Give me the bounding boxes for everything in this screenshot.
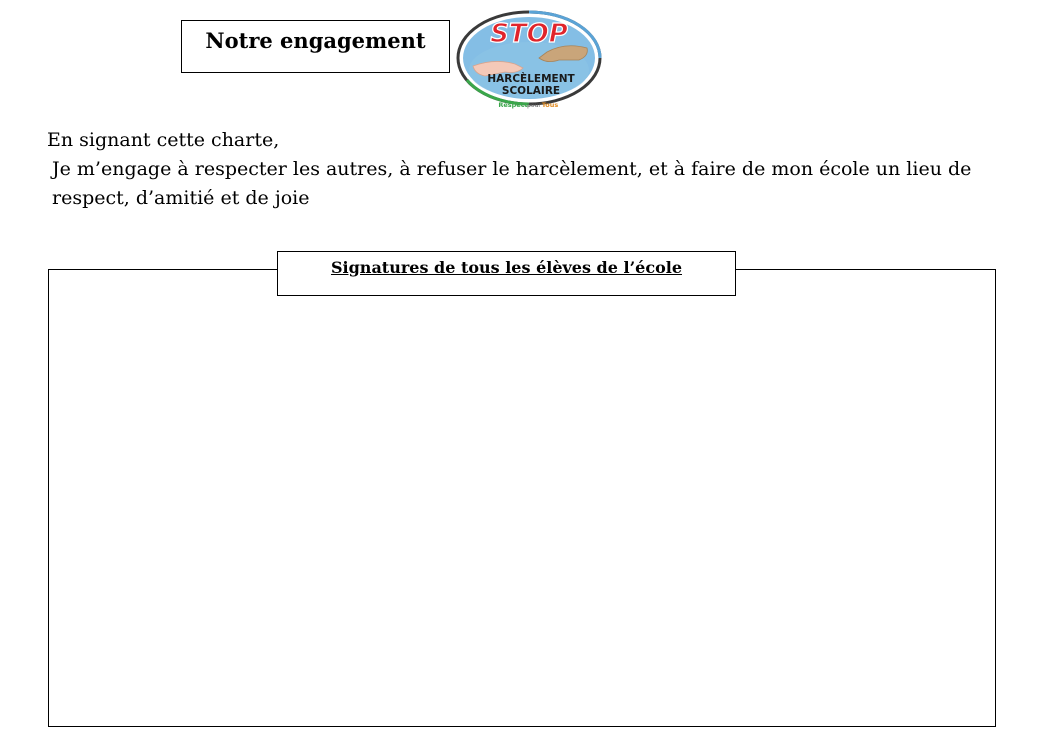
stop-logo-graphic xyxy=(455,8,605,112)
intro-line-1: En signant cette charte, xyxy=(47,129,280,151)
commitment-text xyxy=(47,126,1007,213)
signature-heading xyxy=(277,251,736,296)
page-title xyxy=(181,20,450,73)
logo-line1-text: HARCÈLEMENT xyxy=(487,73,575,85)
page-title-text: Notre engagement xyxy=(205,28,426,53)
signature-heading-text: Signatures de tous les élèves de l’école xyxy=(330,258,682,277)
logo-tagline-pour: pour xyxy=(527,102,541,109)
logo-tagline-respect: Respect xyxy=(498,101,528,109)
intro-line-2: Je m’engage à respecter les autres, à refuser le harcèlement, et à faire de mon école un lieu de respect, d’amitié et de joie xyxy=(52,158,972,209)
logo-line2-text: SCOLAIRE xyxy=(501,85,561,97)
logo-tagline-tous: Tous xyxy=(541,101,559,109)
logo-stop-text: STOP xyxy=(490,19,568,49)
stop-harcelement-logo xyxy=(455,8,605,112)
signature-area[interactable] xyxy=(48,269,996,727)
